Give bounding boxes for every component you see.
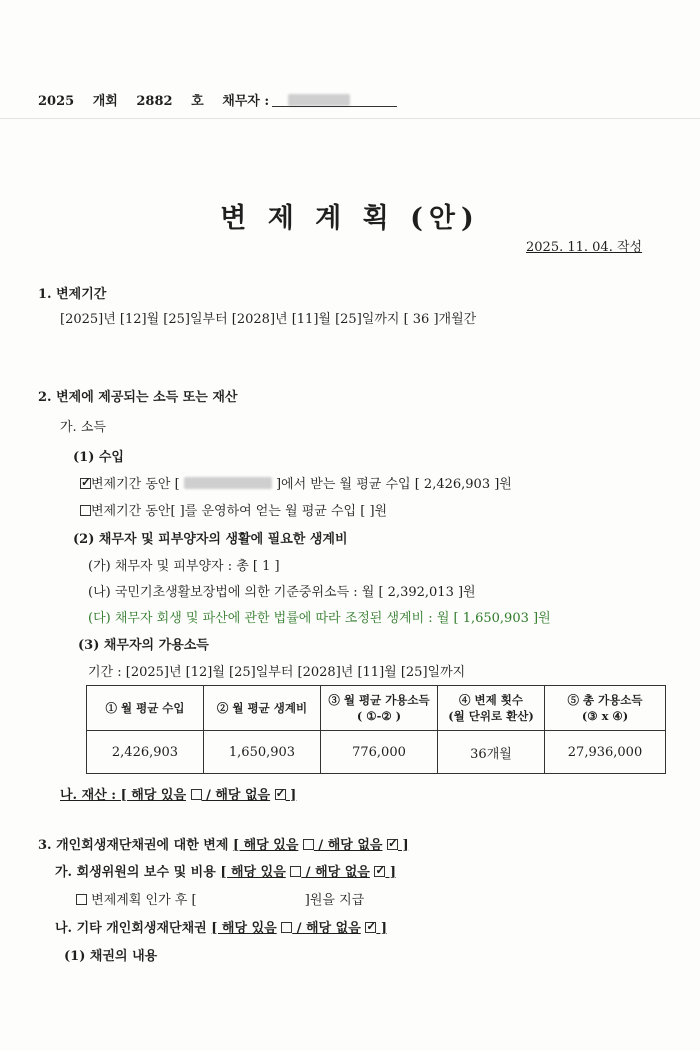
trustee-fee-sub-row: [76, 889, 364, 908]
living-cost-dependents: (가) 채무자 및 피부양자 : 총 [ 1 ]: [88, 559, 280, 574]
checked-box-icon: [387, 839, 398, 850]
section-3-opt-c: ]: [398, 838, 409, 853]
available-income-table: [86, 685, 666, 774]
document-title: 변 제 계 획 (안): [220, 203, 480, 234]
income-salary-text-a: 변제기간 동안 [: [91, 477, 180, 492]
other-claims-opt-b: / 해당 없음: [292, 921, 361, 936]
table-header-row: [87, 686, 666, 731]
trustee-fee-opt-c: ]: [385, 865, 397, 880]
other-claims-row: [55, 917, 387, 936]
unchecked-box-icon: [281, 922, 292, 933]
case-number: 2882: [136, 94, 173, 109]
cell-repayment-count: 36개월: [438, 731, 545, 774]
income-business-text: 변제기간 동안[ ]를 운영하여 얻는 월 평균 수입 [ ]원: [91, 504, 388, 519]
trustee-fee-opt-a: [ 해당 있음: [220, 865, 286, 880]
claims-content-heading: (1) 채권의 내용: [64, 949, 158, 964]
repayment-period: [2025]년 [12]월 [25]일부터 [2028]년 [11]월 [25]일까지 [ 36 ]개월간: [60, 312, 477, 327]
property-text-b: / 해당 없음: [201, 788, 271, 803]
checked-box-icon: [275, 789, 286, 800]
trustee-fee-row: [55, 861, 396, 880]
other-claims-opt-c: ]: [376, 921, 387, 936]
section-3-opt-a: [ 해당 있음: [232, 838, 299, 853]
col-repayment-count: ④ 변제 횟수 (월 단위로 환산): [438, 686, 545, 731]
cell-monthly-living-cost: 1,650,903: [204, 731, 321, 774]
redacted-debtor-name: [288, 94, 350, 106]
section-1-heading: 1. 변제기간: [38, 287, 107, 302]
section-3-opt-b: / 해당 없음: [313, 838, 383, 853]
cell-monthly-income: 2,426,903: [87, 731, 204, 774]
living-cost-adjusted: (다) 채무자 회생 및 파산에 관한 법률에 따라 조정된 생계비 : 월 [ 1,650,903 ]원: [88, 611, 551, 626]
unchecked-box-icon: [80, 505, 91, 516]
unchecked-box-icon: [191, 789, 202, 800]
cell-total-available: 27,936,000: [545, 731, 666, 774]
income-salary-row: [80, 473, 512, 492]
property-text-c: ]: [285, 788, 297, 803]
col-monthly-available: ③ 월 평균 가용소득 ( ①-② ): [321, 686, 438, 731]
cell-monthly-available: 776,000: [321, 731, 438, 774]
available-income-period: 기간 : [2025]년 [12]월 [25]일부터 [2028]년 [11]월 [25]일까지: [88, 665, 466, 680]
case-type: 개회: [92, 94, 118, 109]
redacted-employer: [184, 477, 272, 489]
col-monthly-income: ① 월 평균 수입: [87, 686, 204, 731]
unchecked-box-icon: [76, 894, 87, 905]
revenue-heading: (1) 수입: [73, 450, 124, 465]
trustee-fee-heading: 가. 회생위원의 보수 및 비용: [55, 865, 216, 880]
page-divider: [0, 118, 700, 119]
section-3-heading: 3. 개인회생재단채권에 대한 변제: [38, 838, 229, 853]
other-claims-opt-a: [ 해당 있음: [211, 921, 277, 936]
col-monthly-living-cost: ② 월 평균 생계비: [204, 686, 321, 731]
income-salary-text-b: ]에서 받는 월 평균 수입 [ 2,426,903 ]원: [275, 477, 512, 492]
trustee-fee-sub-b: ]원을 지급: [304, 893, 365, 908]
unchecked-box-icon: [303, 839, 314, 850]
income-heading: 가. 소득: [60, 420, 106, 435]
debtor-label: 채무자 :: [222, 94, 270, 109]
property-text-a: 나. 재산 : [ 해당 있음: [60, 788, 187, 803]
checked-box-icon: [374, 866, 385, 877]
checked-box-icon: [80, 478, 91, 489]
checked-box-icon: [365, 922, 376, 933]
case-ho: 호: [191, 94, 204, 109]
property-row: [60, 784, 296, 803]
section-2-heading: 2. 변제에 제공되는 소득 또는 재산: [38, 390, 238, 405]
trustee-fee-opt-b: / 해당 없음: [301, 865, 370, 880]
section-3-row: [38, 834, 409, 853]
unchecked-box-icon: [290, 866, 301, 877]
other-claims-heading: 나. 기타 개인회생재단채권: [55, 921, 207, 936]
header-underline: [272, 106, 397, 107]
table-row: [87, 731, 666, 774]
available-income-heading: (3) 채무자의 가용소득: [78, 638, 209, 653]
trustee-fee-sub-a: 변제계획 인가 후 [: [91, 893, 197, 908]
living-cost-median-income: (나) 국민기초생활보장법에 의한 기준중위소득 : 월 [ 2,392,013 ]원: [88, 585, 476, 600]
case-year: 2025: [38, 94, 75, 109]
living-cost-heading: (2) 채무자 및 피부양자의 생활에 필요한 생계비: [73, 532, 348, 547]
col-total-available: ⑤ 총 가용소득 (③ x ④): [545, 686, 666, 731]
income-business-row: [80, 500, 387, 519]
document-date: 2025. 11. 04. 작성: [526, 240, 643, 255]
